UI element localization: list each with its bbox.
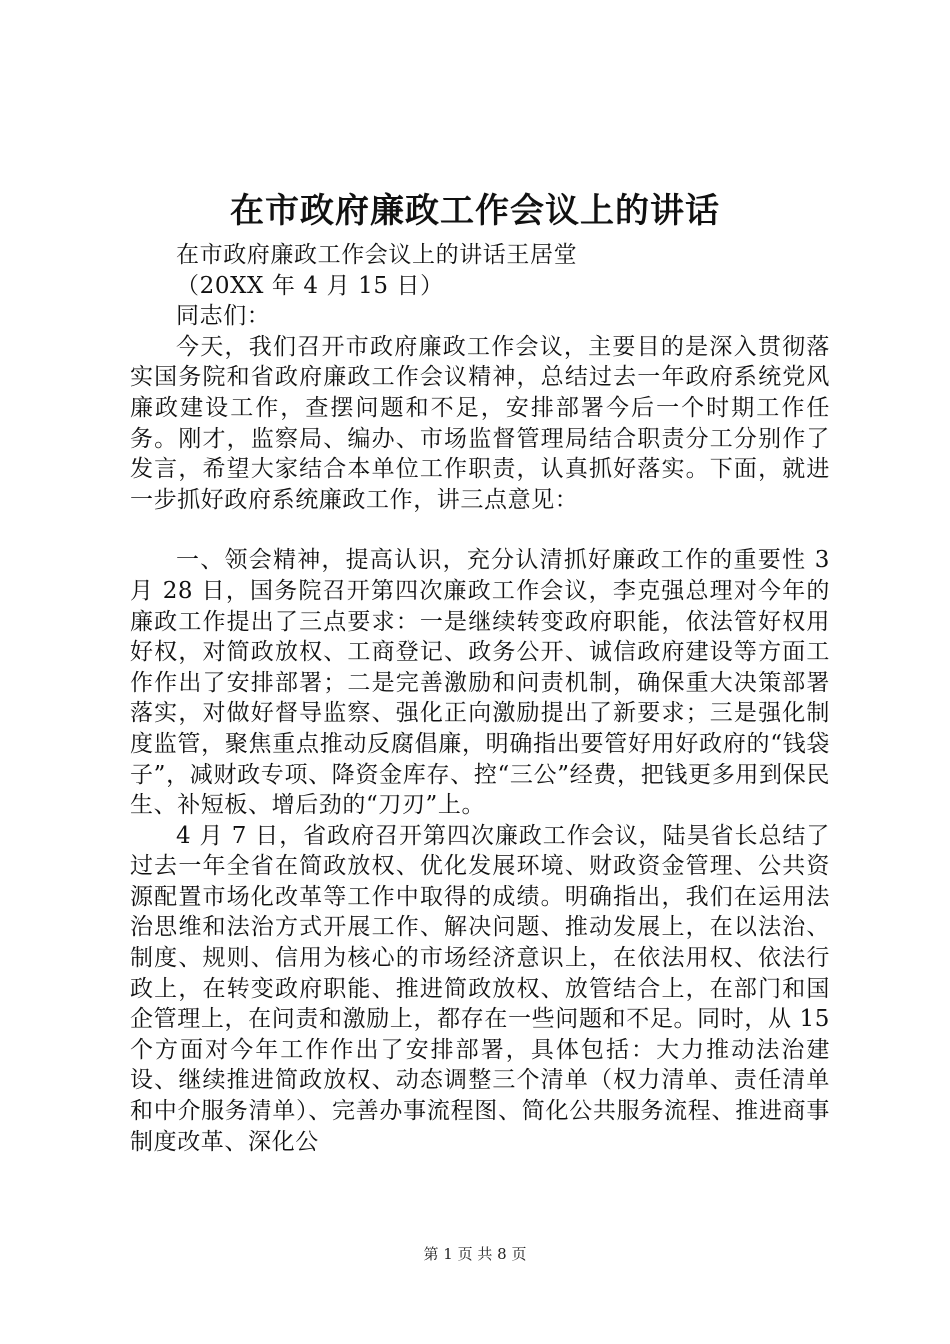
document-date: （20XX 年 4 月 15 日） [176,272,444,299]
document-body [130,240,830,1157]
salutation: 同志们： [176,303,271,330]
document-title: 在市政府廉政工作会议上的讲话 [230,191,720,231]
paragraph-gap [130,515,830,545]
paragraph-intro: 今天，我们召开市政府廉政工作会议，主要目的是深入贯彻落实国务院和省政府廉政工作会议精神，总结过去一年政府系统党风廉政建设工作，查摆问题和不足，安排部署今后一个时期工作任务。刚才，监察局、编办、市场监督管理局结合职责分工分别作了发言，希望大家结合本单位工作职责，认真抓好落实。下面，就进一步抓好政府系统廉政工作，讲三点意见： [130,333,830,513]
document-subtitle: 在市政府廉政工作会议上的讲话王居堂 [176,242,578,268]
page-number-footer: 第 1 页 共 8 页 [423,1245,527,1263]
paragraph-section-one: 一、领会精神，提高认识，充分认清抓好廉政工作的重要性 3 月 28 日，国务院召开第四次廉政工作会议，李克强总理对今年的廉政工作提出了三点要求：一是继续转变政府职能，依法管好权用好权，对简政放权、工商登记、政务公开、诚信政府建设等方面工作作出了安排部署；二是完善激励和问责机制，确保重大决策部署落实，对做好督导监察、强化正向激励提出了新要求；三是强化制度监管，聚焦重点推动反腐倡廉，明确指出要管好用好政府的“钱袋子”，减财政专项、降资金库存、控“三公”经费，把钱更多用到保民生、补短板、增后劲的“刀刃”上。 [130,547,830,819]
paragraph-provincial-meeting: 4 月 7 日，省政府召开第四次廉政工作会议，陆昊省长总结了过去一年全省在简政放权、优化发展环境、财政资金管理、公共资源配置市场化改革等工作中取得的成绩。明确指出，我们在运用法治思维和法治方式开展工作、解决问题、推动发展上，在以法治、制度、规则、信用为核心的市场经济意识上，在依法用权、依法行政上，在转变政府职能、推进简政放权、放管结合上，在部门和国企管理上，在问责和激励上，都存在一些问题和不足。同时，从 15 个方面对今年工作作出了安排部署，具体包括：大力推动法治建设、继续推进简政放权、动态调整三个清单（权力清单、责任清单和中介服务清单）、完善办事流程图、简化公共服务流程、推进商事制度改革、深化公 [130,822,830,1155]
